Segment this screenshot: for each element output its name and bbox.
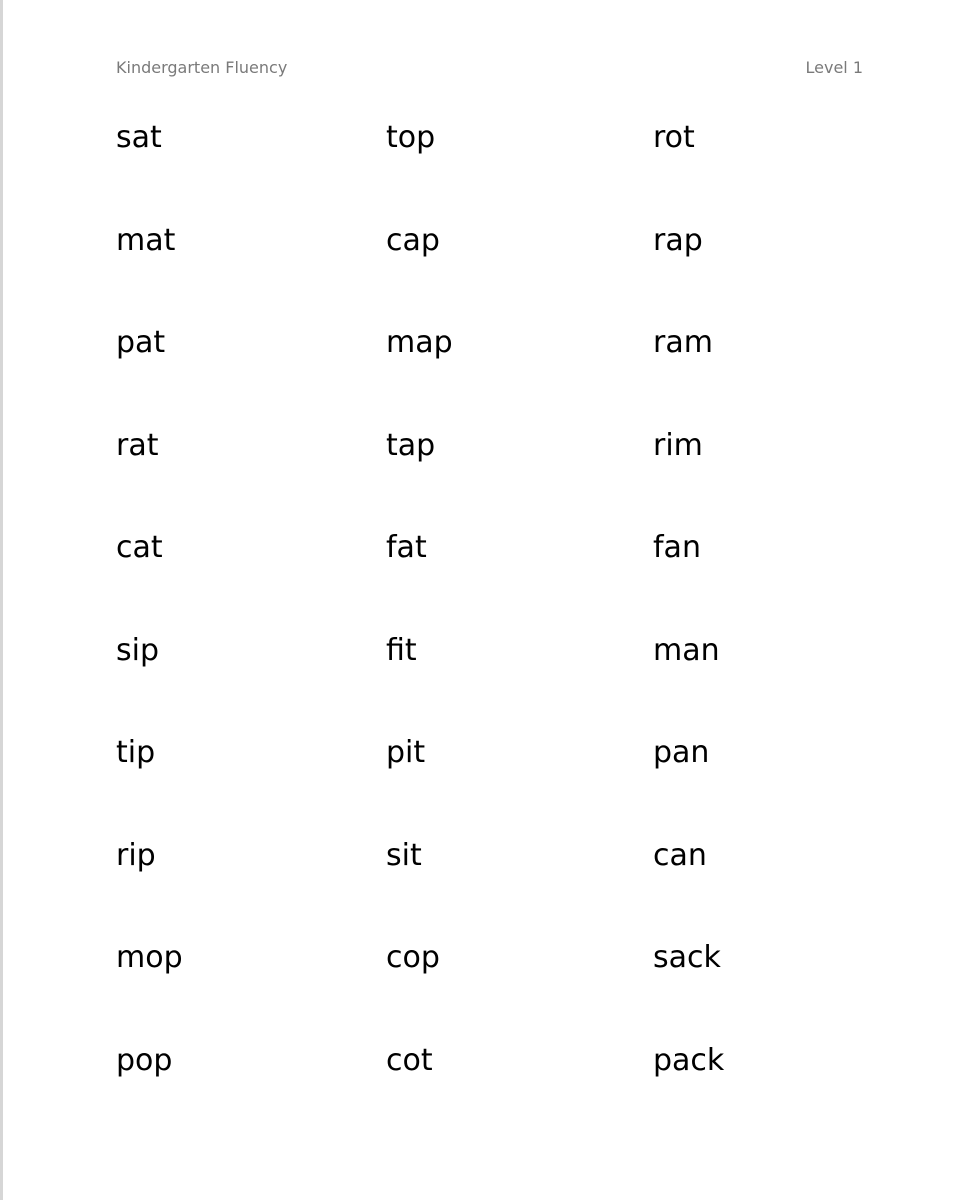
word-item: tip: [116, 735, 156, 770]
word-item: rot: [653, 120, 695, 155]
word-item: cap: [386, 222, 440, 258]
word-item: can: [653, 837, 707, 873]
word-item: pack: [653, 1042, 725, 1078]
word-item: sip: [116, 632, 160, 668]
page-header-title: Kindergarten Fluency: [116, 58, 288, 77]
word-item: fan: [653, 530, 701, 565]
word-item: map: [386, 325, 453, 360]
word-item: man: [653, 632, 720, 668]
word-item: rim: [653, 427, 703, 463]
word-item: pop: [116, 1042, 173, 1078]
word-item: cot: [386, 1042, 433, 1078]
word-item: mat: [116, 222, 176, 258]
word-item: sit: [386, 837, 422, 873]
word-item: rap: [653, 222, 703, 258]
word-item: top: [386, 120, 436, 155]
word-item: rat: [116, 427, 159, 463]
page-header-level: Level 1: [805, 58, 863, 77]
word-item: mop: [116, 940, 183, 975]
word-item: cat: [116, 530, 163, 565]
document-page: [3, 0, 975, 1200]
word-item: fat: [386, 530, 427, 565]
word-item: sack: [653, 940, 721, 975]
word-item: pan: [653, 735, 710, 770]
word-item: tap: [386, 427, 436, 463]
word-item: sat: [116, 120, 162, 155]
word-item: fit: [386, 632, 417, 668]
word-list-grid: [116, 118, 876, 1143]
word-item: ram: [653, 325, 713, 360]
word-item: rip: [116, 837, 156, 873]
word-item: pit: [386, 735, 426, 770]
word-item: cop: [386, 940, 440, 975]
word-item: pat: [116, 325, 166, 360]
